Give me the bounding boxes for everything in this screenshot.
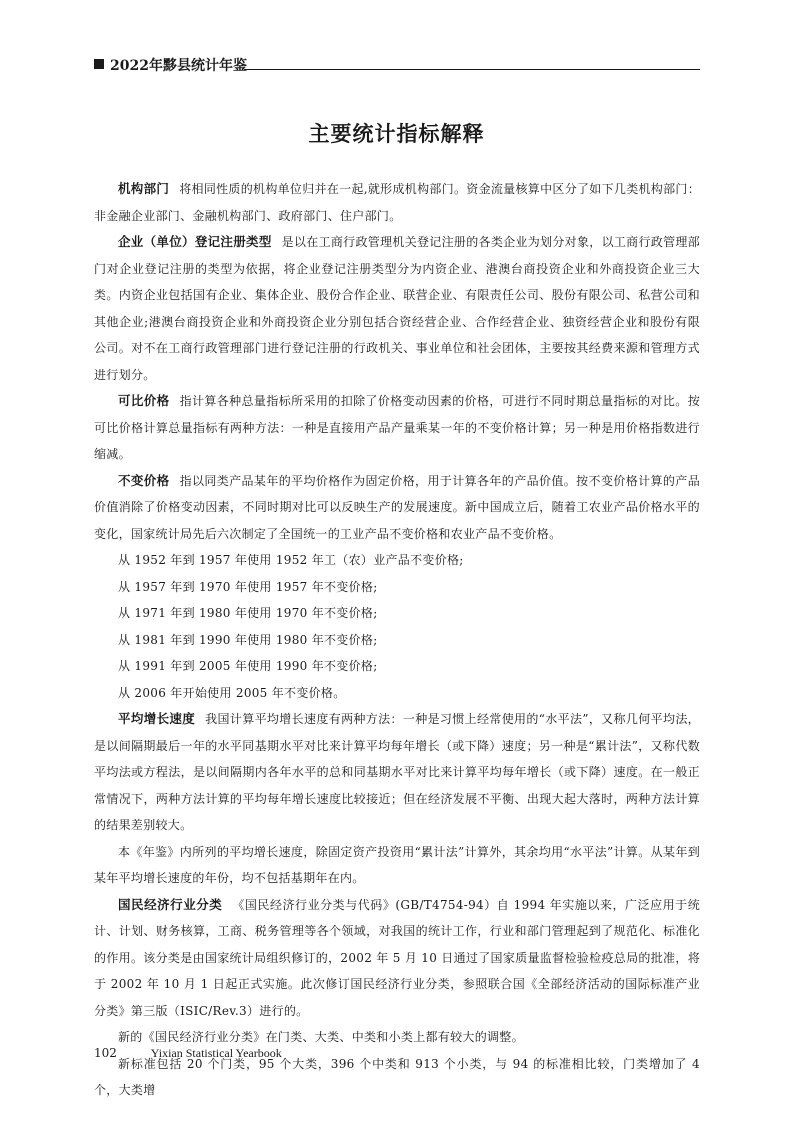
paragraph-text: 指以同类产品某年的平均价格作为固定价格，用于计算各年的产品价值。按不变价格计算的产品价值消除了价格变动因素，不同时期对比可以反映生产的发展速度。新中国成立后，随着工农业产品价格水平的变化，国家统计局先后六次制定了全国统一的工业产品不变价格和农业产品不变价格。 [94, 473, 700, 541]
paragraph [94, 574, 700, 601]
header-title: 2022年黟县统计年鉴 [110, 58, 247, 74]
paragraph-text: 本《年鉴》内所列的平均增长速度，除固定资产投资用“累计法”计算外，其余均用“水平法”计算。从某年到某年平均增长速度的年份，均不包括基期年在内。 [94, 844, 700, 885]
paragraph [94, 388, 700, 468]
paragraph-text: 从 2006 年开始使用 2005 年不变价格。 [118, 685, 346, 700]
paragraph-text: 新标准包括 20 个门类，95 个大类，396 个中类和 913 个小类，与 94 的标准相比较，门类增加了 4 个，大类增 [94, 1056, 700, 1097]
paragraph-text: 将相同性质的机构单位归并在一起,就形成机构部门。资金流量核算中区分了如下几类机构部门：非金融企业部门、金融机构部门、政府部门、住户部门。 [94, 182, 701, 223]
paragraph-text: 从 1971 年到 1980 年使用 1970 年不变价格; [118, 606, 378, 620]
paragraph-text: 从 1957 年到 1970 年使用 1957 年不变价格; [118, 579, 378, 594]
paragraph [94, 892, 700, 1025]
paragraph-text: 指计算各种总量指标所采用的扣除了价格变动因素的价格，可进行不同时期总量指标的对比。按可比价格计算总量指标有两种方法：一种是直接用产品产量乘某一年的不变价格计算；另一种是用价格指数进行缩减。 [94, 394, 700, 461]
paragraph-text: 从 1981 年到 1990 年使用 1980 年不变价格; [118, 632, 378, 647]
paragraph-text: 是以在工商行政管理机关登记注册的各类企业为划分对象，以工商行政管理部门对企业登记注册的类型为依据，将企业登记注册类型分为内资企业、港澳台商投资企业和外商投资企业三大类。内资企业包括国有企业、集体企业、股份合作企业、联营企业、有限责任公司、股份有限公司、私营公司和其他企业;港澳台商投资企业和外商投资企业分别包括合资经营企业、合作经营企业、独资经营企业和股份有限公司。对不在工商行政管理部门进行登记注册的行政机关、事业单位和社会团体，主要按其经费来源和管理方式进行划分。 [94, 235, 700, 382]
paragraph-text: 从 1952 年到 1957 年使用 1952 年工（农）业产品不变价格; [118, 553, 464, 567]
paragraph-text: 《国民经济行业分类与代码》(GB/T4754-94）自 1994 年实施以来，广泛应用于统计、计划、财务核算，工商、税务管理等各个领域，对我国的统计工作，行业和部门管理起到了规范化、标准化的作用。该分类是由国家统计局组织修订的，2002 年 5 月 10 日通过了国家质量监督检验检疫总局的批准，将于 2002 年 10 月 1 日起正式实施。此次修订国民经济行业分类，参照联合国《全部经济活动的国际标准产业分类》第三版（ISIC/Rev.3）进行的。 [94, 897, 701, 1018]
paragraph [94, 653, 700, 680]
paragraph [94, 839, 700, 892]
paragraph-text: 我国计算平均增长速度有两种方法：一种是习惯上经常使用的“水平法”，又称几何平均法，是以间隔期最后一年的水平同基期水平对比来计算平均每年增长（或下降）速度；另一种是“累计法”，又称代数平均法或方程法，是以间隔期内各年水平的总和同基期水平对比来计算平均每年增长（或下降）速度。在一般正常情况下，两种方法计算的平均每年增长速度比较接近；但在经济发展不平衡、出现大起大落时，两种方法计算的结果差别较大。 [94, 712, 700, 832]
paragraph-term: 企业（单位）登记注册类型 [118, 234, 272, 249]
running-header [94, 56, 700, 76]
paragraph-text: 从 1991 年到 2005 年使用 1990 年不变价格; [118, 659, 378, 673]
paragraph-term: 机构部门 [118, 181, 170, 196]
paragraph [94, 176, 700, 229]
paragraph [94, 600, 700, 627]
paragraph [94, 680, 700, 707]
paragraph-term: 不变价格 [118, 472, 170, 488]
page-title: 主要统计指标解释 [308, 122, 485, 146]
paragraph-text: 新的《国民经济行业分类》在门类、大类、中类和小类上都有较大的调整。 [118, 1030, 524, 1044]
paragraph-term: 平均增长速度 [118, 711, 196, 726]
paragraph [94, 627, 700, 654]
paragraph [94, 468, 700, 548]
paragraph [94, 547, 700, 574]
page-footer [94, 1046, 282, 1061]
header-square-icon [94, 59, 104, 69]
paragraph-term: 可比价格 [118, 393, 170, 408]
header-rule [244, 69, 700, 70]
paragraph-term: 国民经济行业分类 [118, 896, 223, 912]
page-number: 102 [94, 1046, 117, 1060]
body-text [94, 176, 700, 1104]
paragraph [94, 229, 700, 388]
footer-book-title: Yixian Statistical Yearbook [150, 1046, 282, 1060]
paragraph [94, 706, 700, 839]
